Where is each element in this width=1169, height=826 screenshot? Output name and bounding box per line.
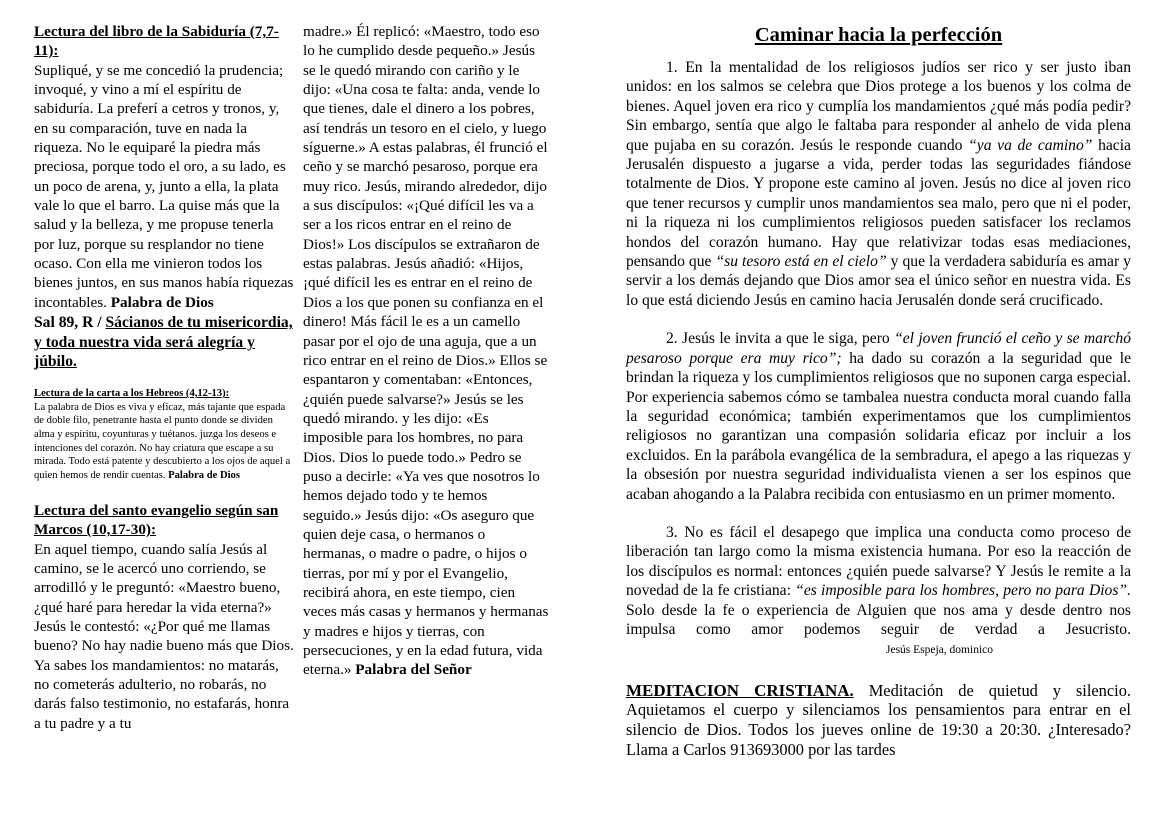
middle-column <box>303 22 549 680</box>
author-signature: Jesús Espeja, dominico <box>886 644 993 657</box>
gospel-continuation: madre.» Él replicó: «Maestro, todo eso lo he cumplido desde pequeño.» Jesús se le quedó mirando con cariño y le dijo: «Una cosa te falta: anda, vende lo que tienes, dale el dinero a los pobres, así tendrás un tesoro en el cielo, y luego síguerne.» A estas palabras, él frunció el ceño y se marchó pesaroso, porque era muy rico. Jesús, mirando alrededor, dijo a sus discípulos: «¡Qué difícil les va a ser a los ricos entrar en el reino de Dios!» Los discípulos se extrañaron de estas palabras. Jesús añadió: «Hijos, ¡qué difícil les es entrar en el reino de Dios a los que ponen su confianza en el dinero! Más fácil le es a un camello pasar por el ojo de una aguja, que a un rico entrar en el reino de Dios.» Ellos se espantaron y comentaban: «Entonces, ¿quién puede salvarse?» Jesús se les quedó mirando. y les dijo: «Es imposible para los hombres, no para Dios. Dios lo puede todo.» Pedro se puso a decirle: «Ya ves que nosotros lo hemos dejado todo y te hemos seguido.» Jesús dijo: «Os aseguro que quien deje casa, o hermanos o hermanas, o madre o padre, o hijos o tierras, por mí y por el Evangelio, recibirá ahora, en este tiempo, cien veces más casas y hermanos y hermanas y madres e hijos y tierras, con persecuciones, y en la edad futura, vida eterna.» Palabra del Señor <box>303 23 549 679</box>
second-reading <box>34 387 296 483</box>
first-reading-closing: Palabra de Dios <box>110 293 214 311</box>
psalm: Sal 89, R / Sácianos de tu misericordia, y toda nuestra vida será alegría y júbilo. <box>34 314 293 371</box>
first-reading-body: Supliqué, y se me concedió la prudencia; invoqué, y vino a mí el espíritu de sabiduría. La preferí a cetros y tronos, y, en su comparación, tuve en nada la riqueza. No le equiparé la piedra más preciosa, porque todo el oro, a su lado, es un poco de arena, y, junto a ella, la plata vale lo que el barro. La quise más que la salud y la belleza, y me propuse tenerla por luz, porque su resplandor no tiene ocaso. Con ella me vinieron todos los bienes juntos, en sus manos había riquezas incontables. Palabra de Dios <box>34 61 294 311</box>
first-reading-title: Lectura del libro de la Sabiduría (7,7-11): <box>34 23 279 60</box>
second-reading-title: Lectura de la carta a los Hebreos (4,12-13): <box>34 387 230 399</box>
second-reading-body: La palabra de Dios es viva y eficaz, más tajante que espada de doble filo, penetrante hasta el punto donde se dividen alma y espíritu, coyunturas y tuétanos. juzga los deseos e intenciones del corazón. No hay criatura que escape a su mirada. Todo está patente y descubierto a los ojos de aquel a quien hemos de rendir cuentas. <box>34 401 291 482</box>
quote-3: “el joven frunció el ceño y se marchó pesaroso porque era muy rico”; <box>626 330 1131 367</box>
meditation-body: Meditación de quietud y silencio. Aquietamos el cuerpo y silenciamos los pensamientos para entrar en el silencio de Dios. Todos los jueves online de 19:30 a 20:30. ¿Interesado? Llama a Carlos 913693000 por las tardes <box>626 680 1131 759</box>
second-reading-closing: Palabra de Dios <box>168 470 240 482</box>
paragraph-3: 3. No es fácil el desapego que implica una conducta como proceso de liberación tan largo como la misma existencia humana. Por eso la reacción de los discípulos es normal: entonces ¿quién puede salvarse? Y Jesús le remite a la novedad de la fe cristiana: “es imposible para los hombres, pero no para Dios”. Solo desde la fe o experiencia de Alguien que nos ama y desde dentro nos impulsa como amor podemos seguir de verdad a Jesucristo.Jesús Espeja, dominico <box>626 523 1131 661</box>
psalm-response: Sácianos de tu misericordia, y toda nuestra vida será alegría y júbilo. <box>34 314 293 371</box>
gospel-closing: Palabra del Señor <box>355 661 472 679</box>
gospel-body: En aquel tiempo, cuando salía Jesús al camino, se le acercó uno corriendo, se arrodilló y le preguntó: «Maestro bueno, ¿qué haré para heredar la vida eterna?» Jesús le contestó: «¿Por qué me llamas bueno? No hay nadie bueno más que Dios. Ya sabes los mandamientos: no matarás, no cometerás adulterio, no robarás, no darás falso testimonio, no estafarás, honra a tu padre y a tu <box>34 540 294 732</box>
meditation-title: MEDITACION CRISTIANA. <box>626 680 854 700</box>
quote-2: “su tesoro está en el cielo” <box>715 253 887 271</box>
article-title: Caminar hacia la perfección <box>754 24 1003 46</box>
paragraph-2: 2. Jesús le invita a que le siga, pero “el joven frunció el ceño y se marchó pesaroso porque era muy rico”; ha dado su corazón a la seguridad que le brindan la riqueza y los cumplimientos religiosos que no suponen carga especial. Por experiencia sabemos cómo se tambalea nuestra conducta moral cuando falla la seguridad económica; también experimentamos que los cumplimientos religiosos no garantizan una compasión solidaria eficaz por incluir a los excluidos. En la parábola evangélica de la sembradura, el apego a las riquezas y la obsesión por nuestra seguridad individualista vienen a ser los espinos que acaban ahogando a la Palabra recibida con entusiasmo en un primer momento. <box>626 330 1131 503</box>
gospel-title: Lectura del santo evangelio según san Marcos (10,17-30): <box>34 501 279 539</box>
left-column <box>34 22 296 733</box>
meditation-notice <box>626 681 1131 759</box>
right-column <box>626 22 1131 759</box>
quote-4: “es imposible para los hombres, pero no para Dios”. <box>795 582 1131 600</box>
paragraph-1: 1. En la mentalidad de los religiosos judíos ser rico y ser justo iban unidos: en los salmos se celebra que Dios protege a los buenos y los colma de bienes. Aquel joven era rico y cumplía los mandamientos ¿qué más podía pedir? Sin embargo, sentía que algo le faltaba para responder al anhelo de vida plena que pujaba en su corazón. Jesús le responde cuando “ya va de camino” hacia Jerusalén dispuesto a jugarse a vida, perder todas las seguridades fiándose totalmente de Dios. Y propone este camino al joven. Jesús no dice al joven rico que tener recursos y cumplir unos mandamientos sea malo, pero que ni el poder, ni la riqueza ni los cumplimientos religiosos pueden satisfacer los reclamos hondos del corazón humano. Hay que relativizar todas esas mediaciones, pensando que “su tesoro está en el cielo” y que la verdadera sabiduría es amar y servir a los demás dejando que Dios amor sea el único señor en nuestra vida. Es lo que está diciendo Jesús en camino hacia Jerusalén donde será crucificado. <box>626 59 1131 309</box>
quote-1: “ya va de camino” <box>968 136 1093 154</box>
